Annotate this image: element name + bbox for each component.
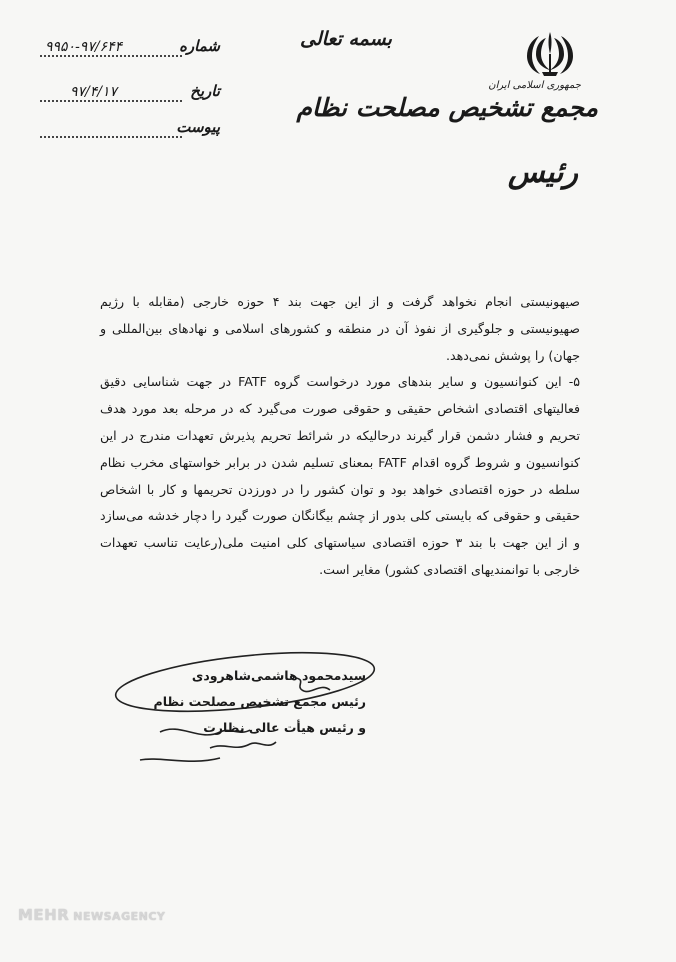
date-value: ۹۷/۴/۱۷ (70, 84, 118, 100)
number-dots (40, 55, 182, 57)
number-value: ۹۹۵۰-۹۷/۶۴۴ (45, 39, 123, 55)
bismillah-heading: بسمه تعالی (300, 28, 392, 50)
watermark-brand: MEHR (18, 906, 70, 924)
org-name: مجمع تشخیص مصلحت نظام (296, 93, 598, 122)
letter-body (100, 289, 580, 584)
signatory-title-2: و رئیس هیأت عالی نظارت (203, 720, 366, 735)
signatory-name: سیدمحمود هاشمی‌شاهرودی (191, 668, 366, 683)
agency-watermark (18, 906, 165, 924)
date-label: تاریخ (190, 82, 220, 100)
meta-attachment-row (40, 118, 220, 142)
iran-emblem-icon (520, 28, 580, 80)
attachment-dots (40, 136, 182, 138)
body-paragraph-1: صیهونیستی انجام نخواهد گرفت و از این جهت بند ۴ حوزه خارجی (مقابله با رژیم صهیونیستی و جلوگیری از نفوذ آن در منطقه و کشورهای اسلامی و نهادهای بین‌المللی و جهان) را پوشش نمی‌دهد. (100, 294, 580, 363)
meta-number-row (40, 37, 220, 61)
meta-date-row (40, 82, 220, 106)
signatory-title-1: رئیس مجمع تشخیص مصلحت نظام (153, 694, 366, 709)
body-paragraph-2: ۵- این کنوانسیون و سایر بندهای مورد درخواست گروه FATF در جهت شناسایی دقیق فعالیتهای اقتصادی اشخاص حقیقی و حقوقی صورت می‌گیرد که در مرحله بعد مورد هدف تحریم و فشار دشمن قرار گیرند درحالیکه در شرائط تحریم پذیرش تعهدات مندرج در این کنوانسیون و شروط گروه اقدام FATF بمعنای تسلیم شدن در برابر خواستهای مخرب نظام سلطه در حوزه اقتصادی خواهد بود و توان کشور را در دورزدن تحریمها و کار با اشخاص حقیقی و حقوقی که بایستی کلی بدور از چشم بیگانگان صورت گیرد را دچار خدشه می‌سازد و از این جهت با بند ۳ حوزه اقتصادی سیاستهای کلی امنیت ملی(رعایت تناسب تعهدات خارجی با توانمندیهای اقتصادی کشور) مغایر است. (100, 374, 580, 577)
watermark-agency: NEWSAGENCY (73, 910, 166, 923)
date-dots (40, 100, 182, 102)
attachment-label: پیوست (176, 118, 220, 136)
number-label: شماره (179, 37, 220, 55)
org-country: جمهوری اسلامی ایران (488, 80, 581, 91)
org-role: رئیس (507, 155, 578, 190)
